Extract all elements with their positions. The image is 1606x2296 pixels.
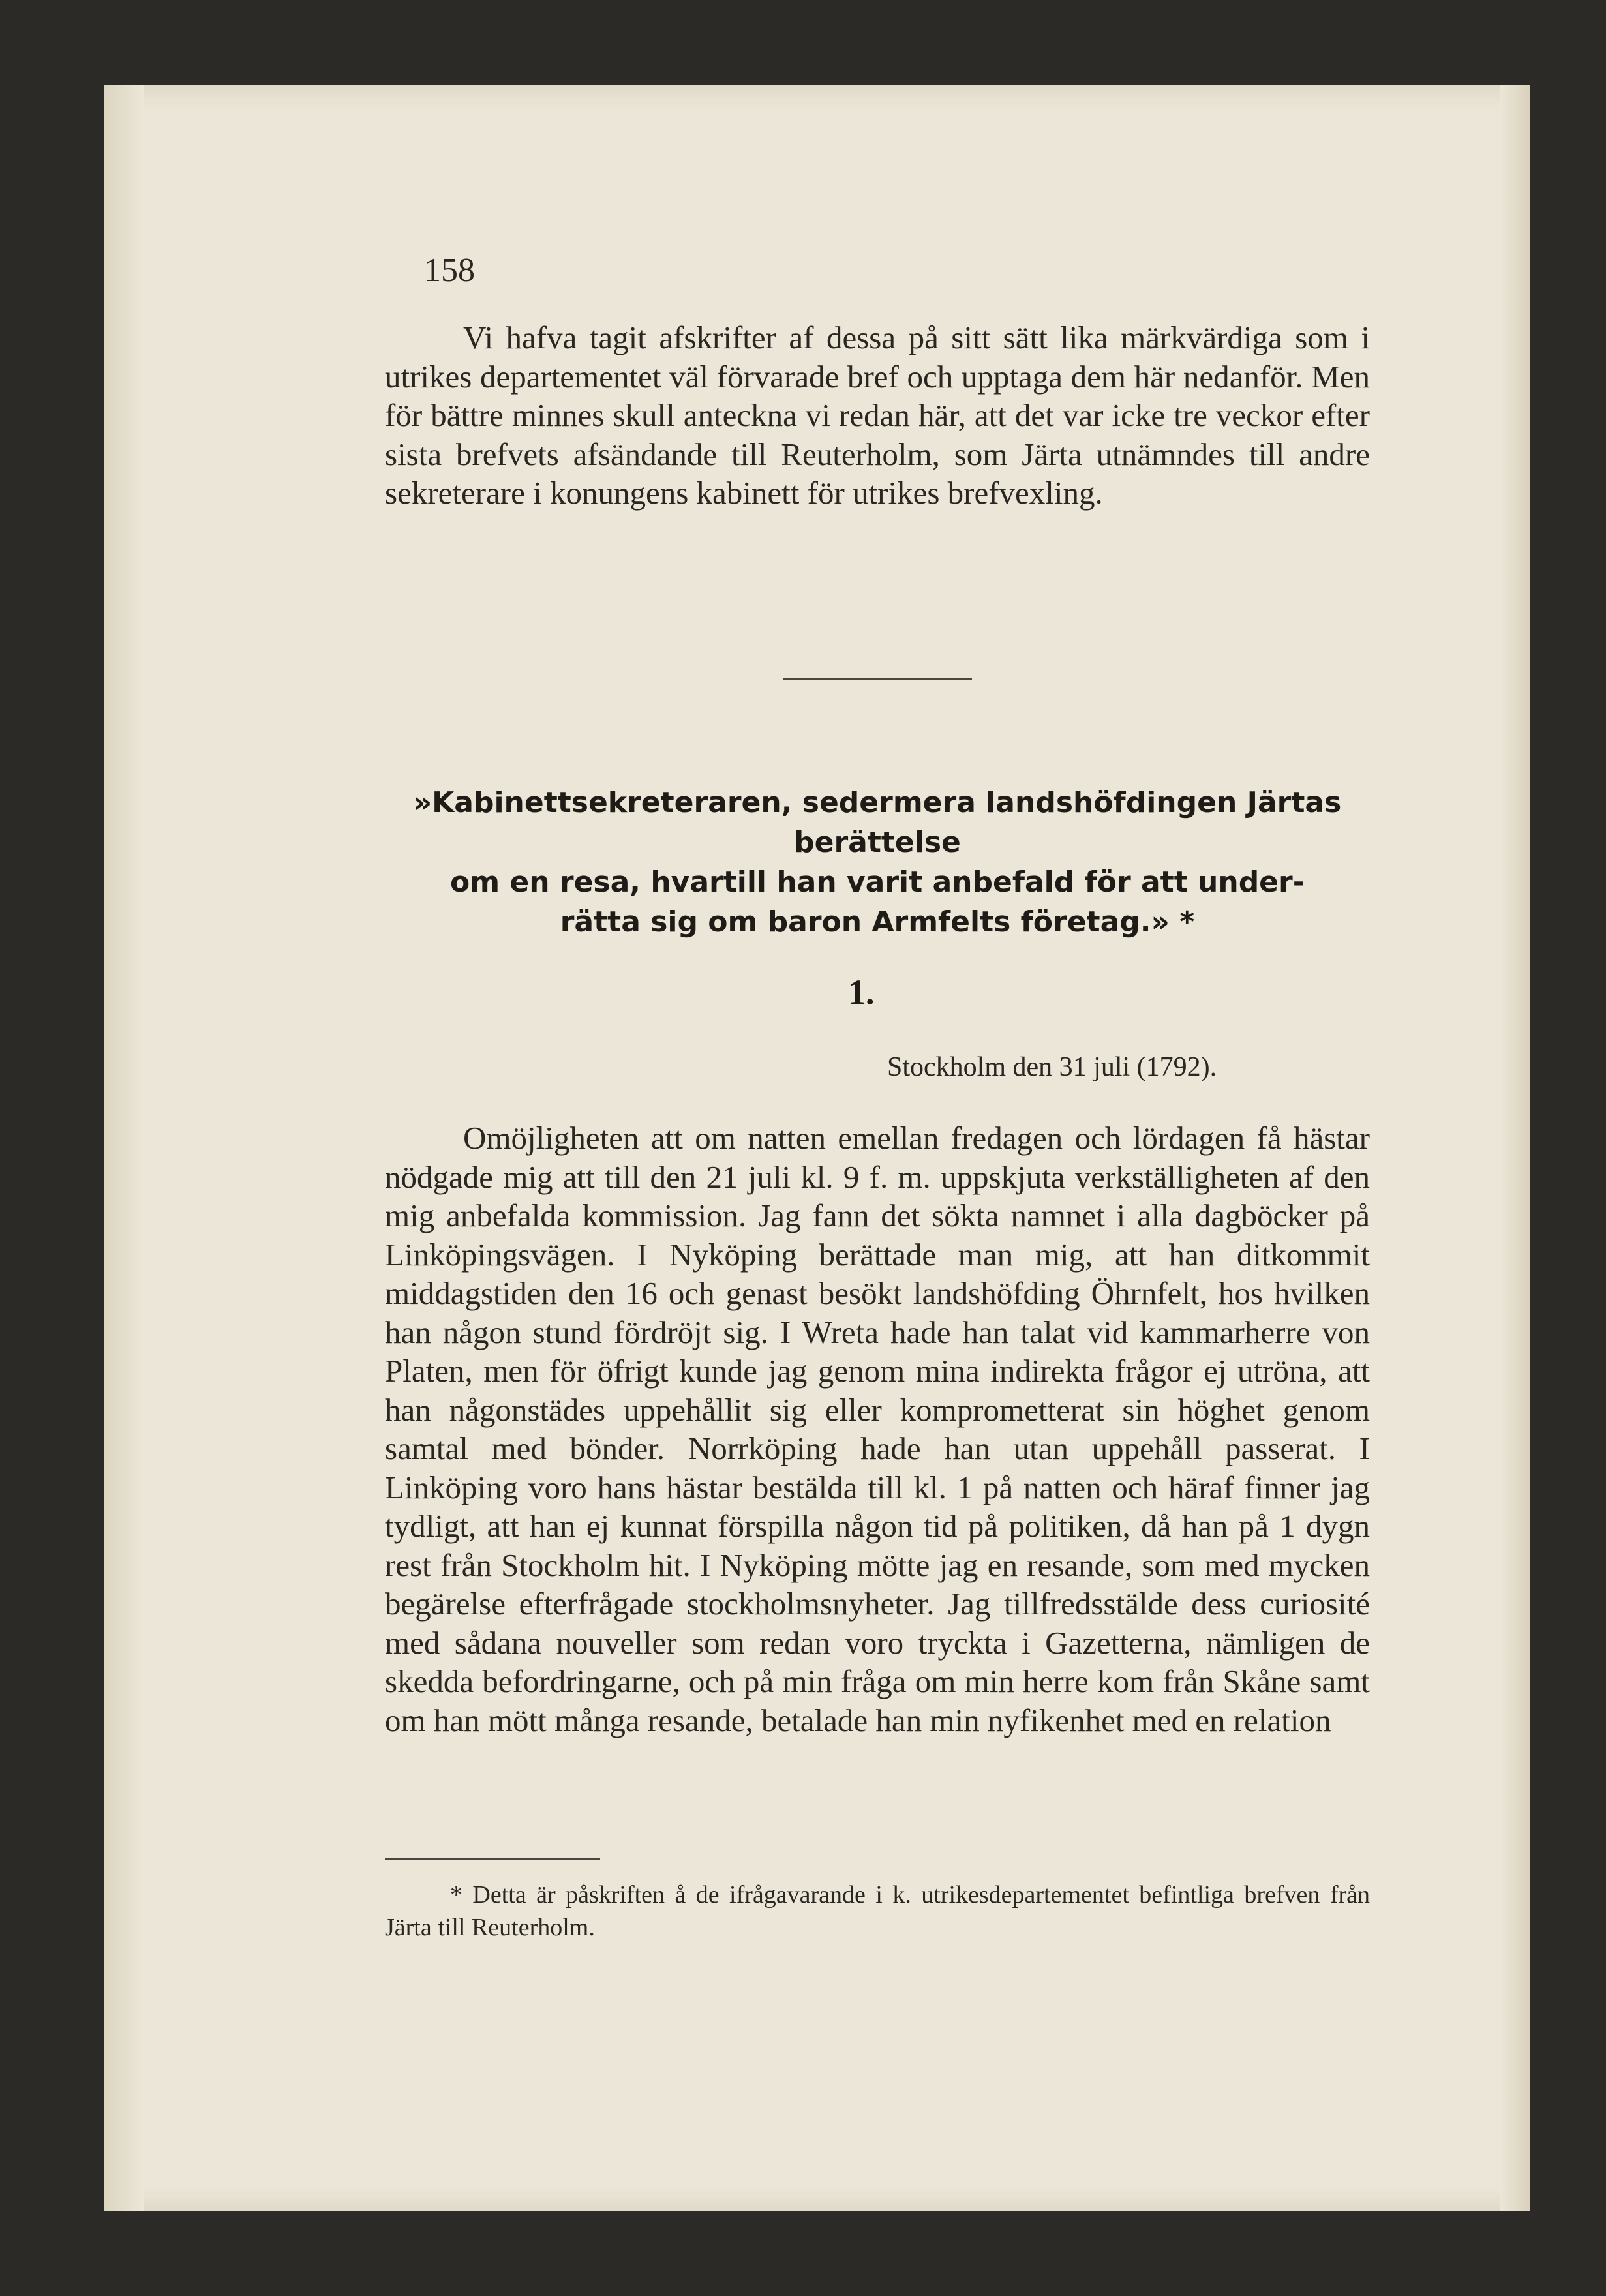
main-paragraph [385, 1119, 1370, 1740]
heading-line-2: om en resa, hvartill han varit anbefald för att under- [450, 866, 1305, 899]
footnote [385, 1879, 1370, 1944]
section-number: 1. [848, 973, 875, 1012]
letter-dateline: Stockholm den 31 juli (1792). [887, 1052, 1217, 1082]
footnote-rule [385, 1858, 600, 1860]
main-paragraph-text: Omöjligheten att om natten emellan fredagen och lördagen få hästar nödgade mig att till den 21 juli kl. 9 f. m. uppskjuta verkställigheten af den mig anbefalda kommission. Jag fann det sökta namnet i alla dagböcker på Linköpingsvägen. I Nyköping berättade man mig, att han ditkommit middagstiden den 16 och genast besökt landshöfding Öhrnfelt, hos hvilken han någon stund fördröjt sig. I Wreta hade han talat vid kammarherre von Platen, men för öfrigt kunde jag genom mina indirekta frågor ej utröna, att han någonstädes uppehållit sig eller komprometterat sin höghet genom samtal med bönder. Norrköping hade han utan uppehåll passerat. I Linköping voro hans hästar bestälda till kl. 1 på natten och häraf finner jag tydligt, att han ej kunnat förspilla någon tid på politiken, då han på 1 dygn rest från Stockholm hit. I Nyköping mötte jag en resande, som med mycken begärelse efterfrågade stockholmsnyheter. Jag tillfredsstälde dess curiosité med sådana nouveller som redan voro tryckta i Gazetterna, nämligen de skedda befordringarne, och på min fråga om min herre kom från Skåne samt om han mött många resande, betalade han min nyfikenhet med en relation [385, 1120, 1370, 1738]
page-edge-right [1500, 85, 1530, 2211]
intro-paragraph-text: Vi hafva tagit afskrifter af dessa på sitt sätt lika märkvärdiga som i utrikes departementet väl förvarade bref och upptaga dem här nedanför. Men för bättre minnes skull anteckna vi redan här, att det var icke tre veckor efter sista brefvets afsändande till Reuterholm, som Järta utnämndes till andre sekreterare i konungens kabinett för utrikes brefvexling. [385, 320, 1370, 511]
page-number: 158 [424, 252, 475, 289]
heading-line-1: »Kabinettsekreteraren, sedermera landshöfdingen Järtas berättelse [413, 786, 1342, 859]
intro-paragraph [385, 318, 1370, 513]
heading-line-3: rätta sig om baron Armfelts företag.» * [560, 905, 1195, 939]
footnote-text: * Detta är påskriften å de ifrågavarande i k. utrikesdepartementet befintliga brefven från Järta till Reuterholm. [385, 1881, 1370, 1941]
letter-heading [385, 783, 1370, 942]
page-edge-left [104, 85, 144, 2211]
section-divider [783, 678, 972, 680]
